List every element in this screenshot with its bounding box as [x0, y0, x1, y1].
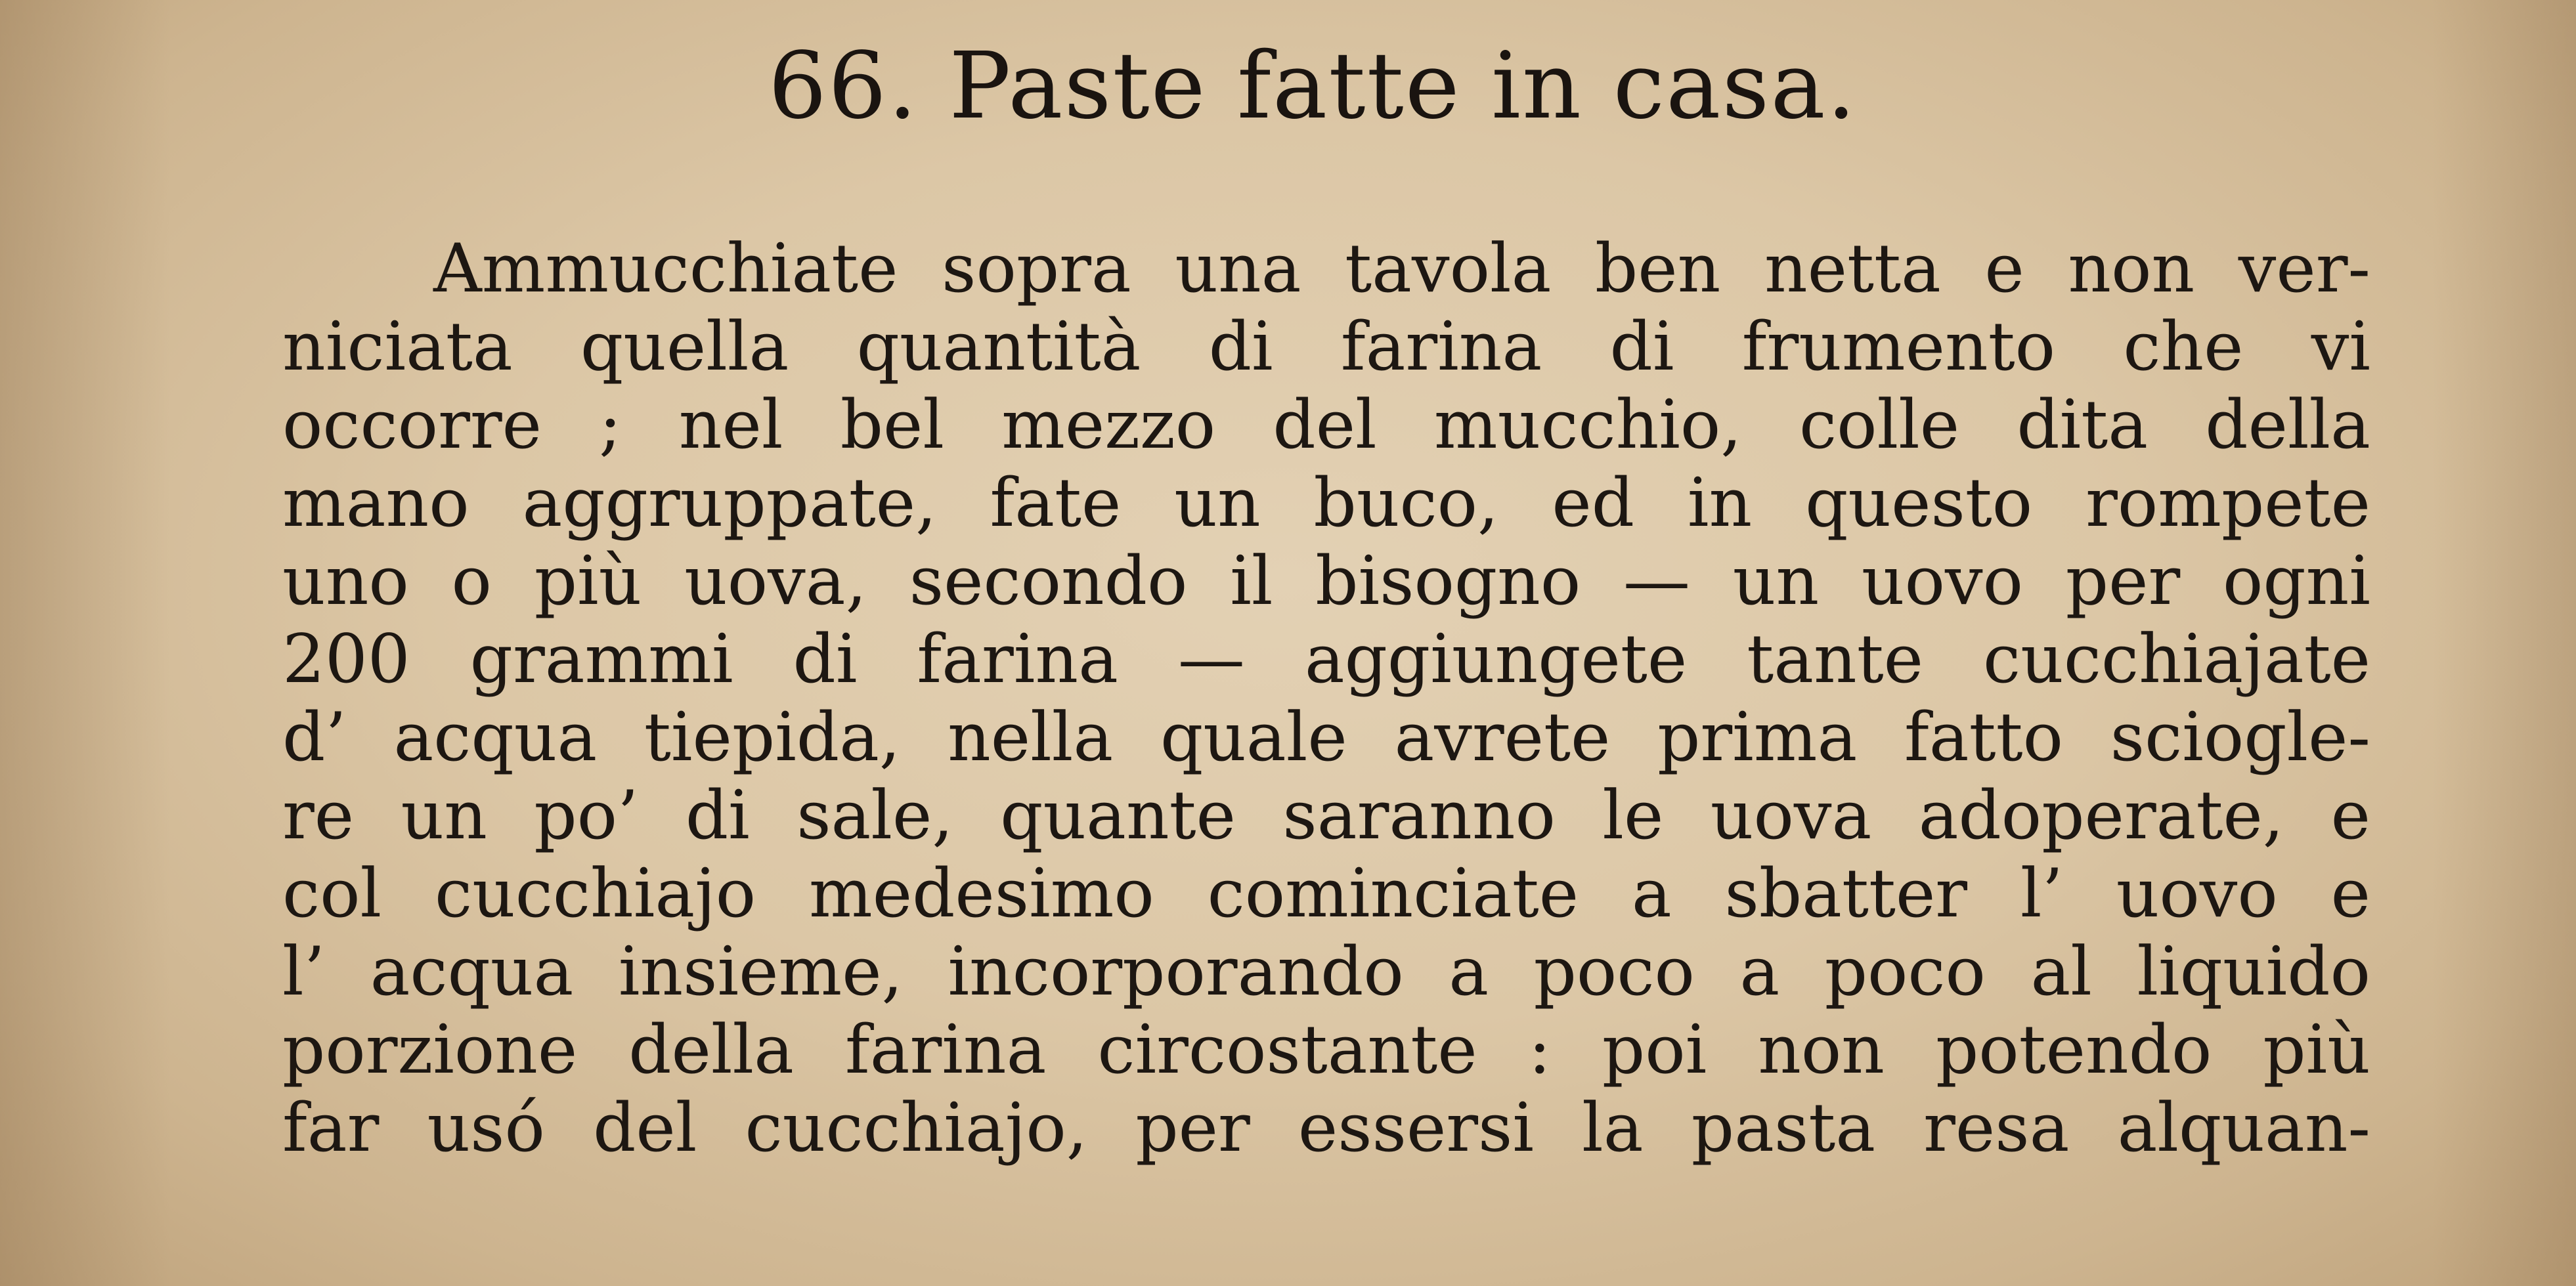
page-edge-shadow-right — [2432, 0, 2576, 1286]
text-line: re un po’ di sale, quante saranno le uova adoperate, e — [282, 777, 2370, 855]
recipe-title: 66. Paste fatte in casa. — [768, 33, 1858, 140]
text-line: mano aggruppate, fate un buco, ed in questo rompete — [282, 464, 2370, 542]
text-line: 200 grammi di farina — aggiungete tante cucchiajate — [282, 620, 2370, 698]
text-line: uno o più uova, secondo il bisogno — un uovo per ogni — [282, 542, 2370, 620]
text-line: porzione della farina circostante : poi non potendo più — [282, 1011, 2370, 1089]
text-line: far usó del cucchiajo, per essersi la pasta resa alquan- — [282, 1089, 2370, 1167]
text-line: col cucchiajo medesimo cominciate a sbatter l’ uovo e — [282, 855, 2370, 933]
text-line: d’ acqua tiepida, nella quale avrete prima fatto sciogle- — [282, 698, 2370, 777]
text-line: occorre ; nel bel mezzo del mucchio, colle dita della — [282, 386, 2370, 464]
text-line: niciata quella quantità di farina di frumento che vi — [282, 308, 2370, 386]
text-line: l’ acqua insieme, incorporando a poco a poco al liquido — [282, 933, 2370, 1011]
recipe-body — [282, 230, 2384, 1167]
page-edge-shadow-left — [0, 0, 171, 1286]
text-line: Ammucchiate sopra una tavola ben netta e non ver- — [433, 230, 2370, 308]
